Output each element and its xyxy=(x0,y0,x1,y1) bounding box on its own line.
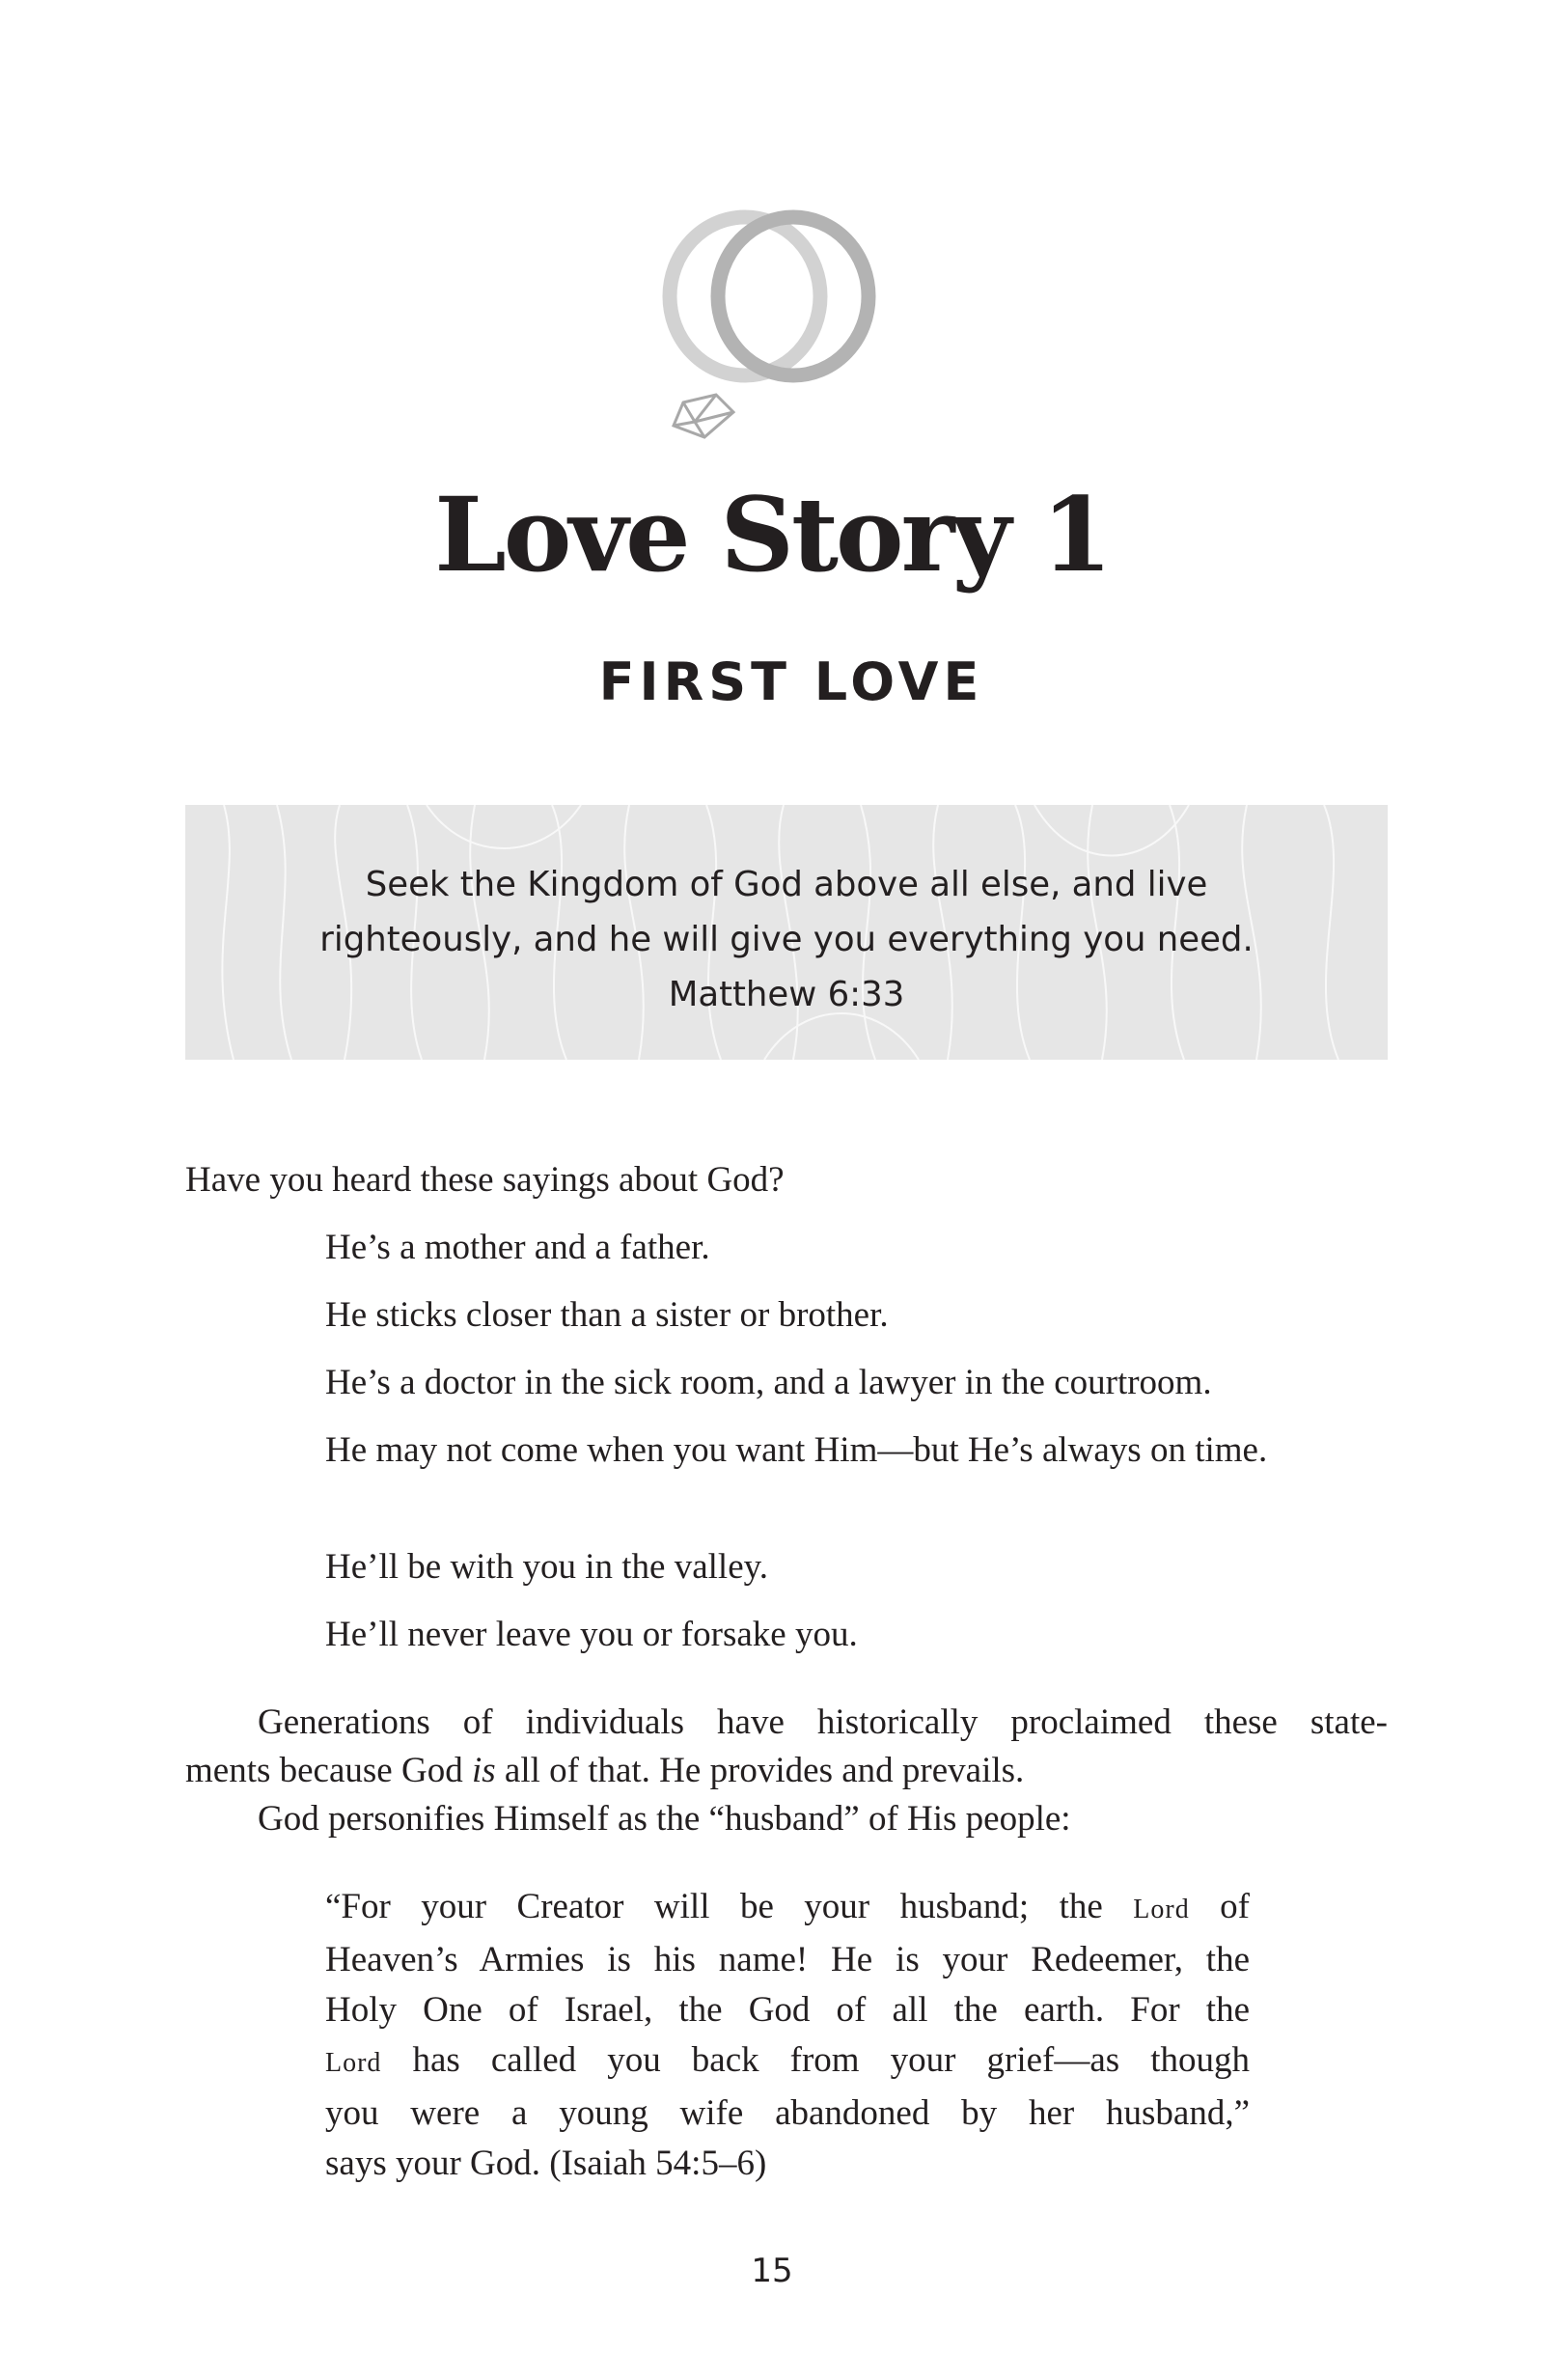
list-item: He’s a mother and a father. xyxy=(325,1228,710,1267)
wedding-rings-icon xyxy=(656,198,936,444)
quote-line: Holy One of Israel, the God of all the earth. For the xyxy=(325,1990,1250,2030)
list-item: He may not come when you want Him—but He’s always on time. xyxy=(325,1430,1268,1470)
paragraph-line: Generations of individuals have historically proclaimed these state- xyxy=(258,1702,1388,1742)
small-caps: Lord xyxy=(325,2048,382,2078)
epigraph-box xyxy=(185,805,1388,1060)
quote-line: says your God. (Isaiah 54:5–6) xyxy=(325,2144,767,2183)
list-item: He sticks closer than a sister or brother. xyxy=(325,1295,889,1335)
epigraph-line: Seek the Kingdom of God above all else, and live xyxy=(365,865,1208,904)
paragraph-line: God personifies Himself as the “husband” of His people: xyxy=(258,1799,1071,1839)
quote-line: you were a young wife abandoned by her husband,” xyxy=(325,2093,1250,2133)
chapter-subtitle: FIRST LOVE xyxy=(598,651,984,712)
paragraph-text: ments because God xyxy=(185,1751,472,1790)
epigraph-reference: Matthew 6:33 xyxy=(668,975,905,1014)
page-number: 15 xyxy=(751,2252,793,2290)
quote-line: Lord has called you back from your grief—as though xyxy=(325,2040,1250,2080)
list-item: He’ll be with you in the valley. xyxy=(325,1547,768,1587)
chapter-title: Love Story 1 xyxy=(434,474,1110,595)
paragraph-text: all of that. He provides and prevails. xyxy=(495,1751,1025,1790)
small-caps: Lord xyxy=(1133,1895,1190,1924)
epigraph-line: righteously, and he will give you everything you need. xyxy=(319,920,1254,959)
intro-paragraph: Have you heard these sayings about God? xyxy=(185,1160,785,1200)
quote-line: Heaven’s Armies is his name! He is your Redeemer, the xyxy=(325,1940,1250,1979)
block-quote xyxy=(325,1882,1250,2189)
paragraph xyxy=(185,1699,1388,1843)
quote-line: “For your Creator will be your husband; the Lord of xyxy=(325,1887,1250,1926)
emphasis: is xyxy=(471,1751,496,1790)
list-item: He’s a doctor in the sick room, and a lawyer in the courtroom. xyxy=(325,1363,1212,1402)
sayings-list xyxy=(325,1224,1388,1659)
list-item: He’ll never leave you or forsake you. xyxy=(325,1615,858,1654)
